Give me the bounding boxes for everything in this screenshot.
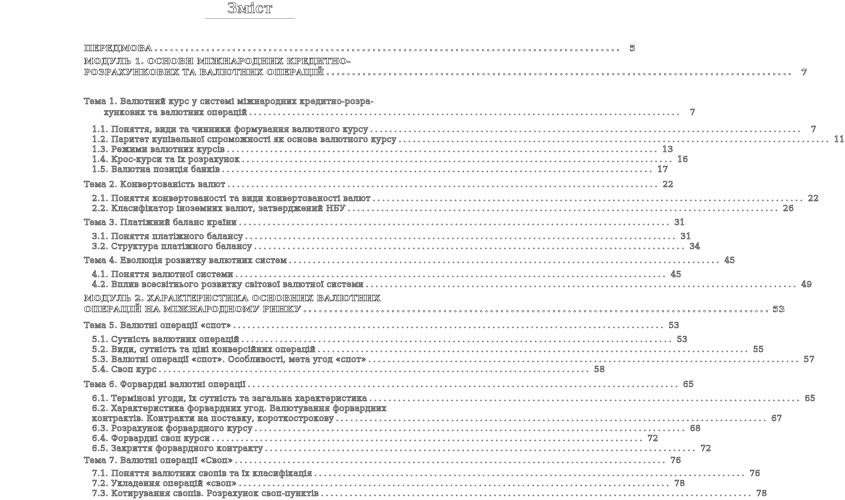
toc-topic-2[interactable]	[84, 179, 674, 189]
toc-topic-5[interactable]	[84, 320, 680, 330]
toc-entry-label: 1.3. Режими валютних курсів	[92, 144, 225, 154]
toc-entry-label: 1.4. Крос-курси та їх розрахунок	[92, 154, 240, 164]
toc-entry-label: 6.3. Розрахунок форвардного курсу	[92, 423, 253, 433]
toc-subsection[interactable]	[92, 231, 692, 241]
toc-leader-dots: ..........................................................................................	[227, 179, 660, 189]
toc-page-number: 16	[677, 154, 689, 164]
toc-page-number: 76	[670, 455, 682, 465]
toc-entry-label: 1.2. Паритет купівельної спроможності як основа валютного курсу	[92, 134, 397, 144]
toc-page-number: 22	[808, 193, 819, 203]
toc-page-number: 72	[700, 443, 712, 453]
toc-entry-continuation: РОЗРАХУНКОВИХ ТА ВАЛЮТНИХ ОПЕРАЦІЙ	[84, 68, 325, 78]
toc-page-number: 7	[690, 107, 696, 117]
toc-subsection[interactable]	[92, 423, 701, 433]
toc-page-number: 22	[662, 179, 674, 189]
toc-subsection[interactable]	[92, 478, 686, 488]
toc-entry-label: Тема 1. Валютний курс у системі міжнародних кредитно-розра-	[84, 96, 374, 106]
toc-leader-dots: ..........................................................................................	[320, 488, 754, 498]
toc-module-2[interactable]	[84, 294, 434, 304]
toc-entry-label: 1.1. Поняття, види та чинники формування валютного курсу	[92, 124, 369, 134]
toc-leader-dots: ..........................................................................................	[254, 423, 687, 433]
toc-entry-label: 5.1. Сутність валютних операцій	[92, 334, 240, 344]
toc-leader-dots: ..........................................................................................	[158, 364, 591, 374]
toc-leader-dots: ..........................................................................................	[235, 269, 668, 279]
toc-subsection[interactable]	[92, 403, 434, 413]
toc-subsection[interactable]	[92, 164, 669, 174]
toc-page-number: 53	[668, 320, 680, 330]
toc-leader-dots: ..........................................................................................	[238, 217, 672, 227]
toc-leader-dots: ..........................................................................................	[326, 68, 794, 78]
toc-subsection[interactable]	[92, 443, 712, 453]
toc-page-number: 5	[629, 44, 636, 54]
toc-entry-label: 2.1. Поняття конвертованості та види конвертованості валют	[92, 193, 371, 203]
toc-page-number: 13	[662, 144, 674, 154]
toc-page-number: 45	[724, 255, 736, 265]
toc-page-number: 65	[804, 393, 816, 403]
toc-leader-dots: ..........................................................................................	[265, 443, 698, 453]
toc-entry-label: Тема 2. Конвертованість валют	[84, 179, 226, 189]
toc-topic-3[interactable]	[84, 217, 686, 227]
toc-module-1-cont[interactable]	[84, 68, 808, 78]
toc-entry-label: 6.2. Характеристика форвардних угод. Валютування форвардних	[92, 403, 387, 413]
toc-page-number: 11	[833, 134, 845, 144]
toc-page-number: 31	[680, 231, 692, 241]
toc-leader-dots: ..........................................................................................	[368, 354, 801, 364]
toc-page-number: 76	[749, 468, 761, 478]
toc-entry-label: 3.2. Структура платіжного балансу	[92, 241, 253, 251]
toc-page-number: 31	[674, 217, 686, 227]
toc-leader-dots: ..........................................................................................	[238, 478, 672, 488]
toc-subsection[interactable]	[92, 144, 674, 154]
toc-leader-dots: ..........................................................................................	[254, 241, 687, 251]
toc-topic-7[interactable]	[84, 455, 682, 465]
toc-entry-label: 5.2. Види, сутність та ціні конверсійних операцій	[92, 344, 316, 354]
toc-subsection[interactable]	[92, 468, 761, 478]
toc-page-number: 34	[689, 241, 701, 251]
toc-leader-dots: ..........................................................................................	[317, 344, 750, 354]
toc-subsection[interactable]	[92, 488, 768, 498]
toc-topic-6[interactable]	[84, 379, 694, 389]
toc-entry-preface[interactable]	[84, 44, 636, 54]
toc-entry-label: ПЕРЕДМОВА	[84, 44, 153, 54]
toc-page-number: 78	[756, 488, 768, 498]
toc-subsection[interactable]	[92, 393, 816, 403]
toc-leader-dots: ..........................................................................................	[212, 433, 645, 443]
toc-leader-dots: ..........................................................................................	[241, 154, 675, 164]
toc-subsection[interactable]	[92, 364, 605, 374]
toc-entry-label: 5.4. Своп курс	[92, 364, 157, 374]
toc-entry-label: 7.1. Поняття валютних свопів та їх класифікація	[92, 468, 313, 478]
toc-subsection[interactable]	[92, 193, 819, 203]
toc-subsection[interactable]	[92, 124, 817, 134]
toc-page-number: 57	[803, 354, 815, 364]
toc-entry-label: 6.4. Форвардні своп курси	[92, 433, 211, 443]
toc-subsection[interactable]	[92, 269, 682, 279]
toc-entry-label: МОДУЛЬ 2. ХАРАКТЕРИСТИКА ОСНОВНИХ ВАЛЮТНИХ	[84, 294, 381, 304]
toc-entry-label: Тема 3. Платіжний баланс країни	[84, 217, 237, 227]
toc-leader-dots: ..........................................................................................	[226, 144, 660, 154]
toc-subsection[interactable]	[92, 154, 689, 164]
toc-entry-label: МОДУЛЬ 1. ОСНОВИ МІЖНАРОДНИХ КРЕДИТНО-	[84, 57, 351, 67]
toc-leader-dots: ..........................................................................................	[314, 468, 747, 478]
toc-page-number: 26	[783, 203, 794, 213]
toc-page-number: 53	[676, 334, 688, 344]
toc-entry-continuation: хункових та валютних операцій	[104, 107, 248, 117]
toc-entry-continuation: ОПЕРАЦІЙ НА МІЖНАРОДНОМУ РИНКУ	[84, 305, 302, 315]
toc-leader-dots: ..........................................................................................	[365, 279, 799, 289]
toc-leader-dots: ..........................................................................................	[347, 203, 780, 213]
toc-page-number: 58	[594, 364, 605, 374]
toc-page-number: 49	[801, 279, 813, 289]
toc-leader-dots: ..........................................................................................	[369, 393, 802, 403]
toc-page-number: 55	[753, 344, 764, 354]
toc-module-1[interactable]	[84, 57, 434, 67]
toc-entry-label: 6.5. Закриття форвардного контракту	[92, 443, 264, 453]
toc-page-number: 65	[683, 379, 694, 389]
toc-entry-label: 2.2. Класифікатор іноземних валют, затверджений НБУ	[92, 203, 346, 213]
toc-page-number: 53	[772, 305, 785, 315]
toc-subsection[interactable]	[92, 354, 815, 364]
toc-entry-label: 6.1. Терміновi угоди, їх сутність та загальна характеристика	[92, 393, 368, 403]
toc-topic-1-cont[interactable]	[104, 107, 696, 117]
toc-module-2-cont[interactable]	[84, 305, 785, 315]
toc-leader-dots: ..........................................................................................	[372, 193, 805, 203]
toc-page-number: 7	[801, 68, 808, 78]
toc-leader-dots: ..........................................................................................	[221, 164, 655, 174]
page-title: Зміст	[227, 1, 273, 17]
toc-entry-label: 3.1. Поняття платіжного балансу	[92, 231, 244, 241]
toc-leader-dots: ..........................................................................................	[233, 320, 666, 330]
toc-subsection[interactable]	[92, 334, 688, 344]
toc-leader-dots: ..........................................................................................	[241, 334, 674, 344]
toc-entry-label: 7.3. Котирування свопів. Розрахунок своп-пунктів	[92, 488, 319, 498]
toc-page-number: 78	[674, 478, 686, 488]
toc-leader-dots: ..........................................................................................	[288, 255, 722, 265]
toc-subsection[interactable]	[92, 203, 794, 213]
toc-entry-label: 4.2. Вплив всесвітнього розвитку світової валютної системи	[92, 279, 364, 289]
toc-leader-dots: ..........................................................................................	[335, 413, 769, 423]
toc-entry-continuation: контрактів. Контракти на поставку, короткострокову	[92, 413, 334, 423]
toc-leader-dots: ..........................................................................................	[247, 379, 680, 389]
toc-entry-label: Тема 5. Валютні операції «спот»	[84, 320, 232, 330]
toc-leader-dots: ..........................................................................................	[398, 134, 831, 144]
toc-entry-label: Тема 6. Форвардні валютні операції	[84, 379, 246, 389]
toc-topic-4[interactable]	[84, 255, 736, 265]
toc-page-number: 67	[771, 413, 783, 423]
toc-entry-label: 5.3. Валютні операції «спот». Особливості, мета угод «спот»	[92, 354, 367, 364]
toc-entry-label: Тема 4. Еволюція розвитку валютних систем	[84, 255, 287, 265]
toc-leader-dots: ..........................................................................................	[154, 44, 622, 54]
toc-subsection[interactable]	[92, 344, 764, 354]
toc-entry-label: 7.2. Укладення операцій «своп»	[92, 478, 237, 488]
toc-page-number: 68	[689, 423, 701, 433]
toc-page-number: 17	[657, 164, 669, 174]
toc-leader-dots: ..........................................................................................	[245, 231, 678, 241]
toc-leader-dots: ..........................................................................................	[303, 305, 771, 315]
toc-leader-dots: ..........................................................................................	[370, 124, 803, 134]
toc-page-number: 72	[647, 433, 659, 443]
toc-topic-1[interactable]	[84, 96, 434, 106]
toc-entry-label: 1.5. Валютна позиція банків	[92, 164, 220, 174]
toc-subsection-cont[interactable]	[92, 413, 783, 423]
toc-page-number: 45	[670, 269, 682, 279]
toc-entry-label: 4.1. Поняття валютної системи	[92, 269, 234, 279]
toc-leader-dots: ..........................................................................................	[249, 107, 682, 117]
toc-page-number: 7	[811, 124, 817, 134]
toc-subsection[interactable]	[92, 279, 813, 289]
toc-subsection[interactable]	[92, 134, 845, 144]
toc-subsection[interactable]	[92, 241, 701, 251]
toc-leader-dots: ..........................................................................................	[234, 455, 668, 465]
toc-subsection[interactable]	[92, 433, 659, 443]
toc-entry-label: Тема 7. Валютні операції «Своп»	[84, 455, 233, 465]
